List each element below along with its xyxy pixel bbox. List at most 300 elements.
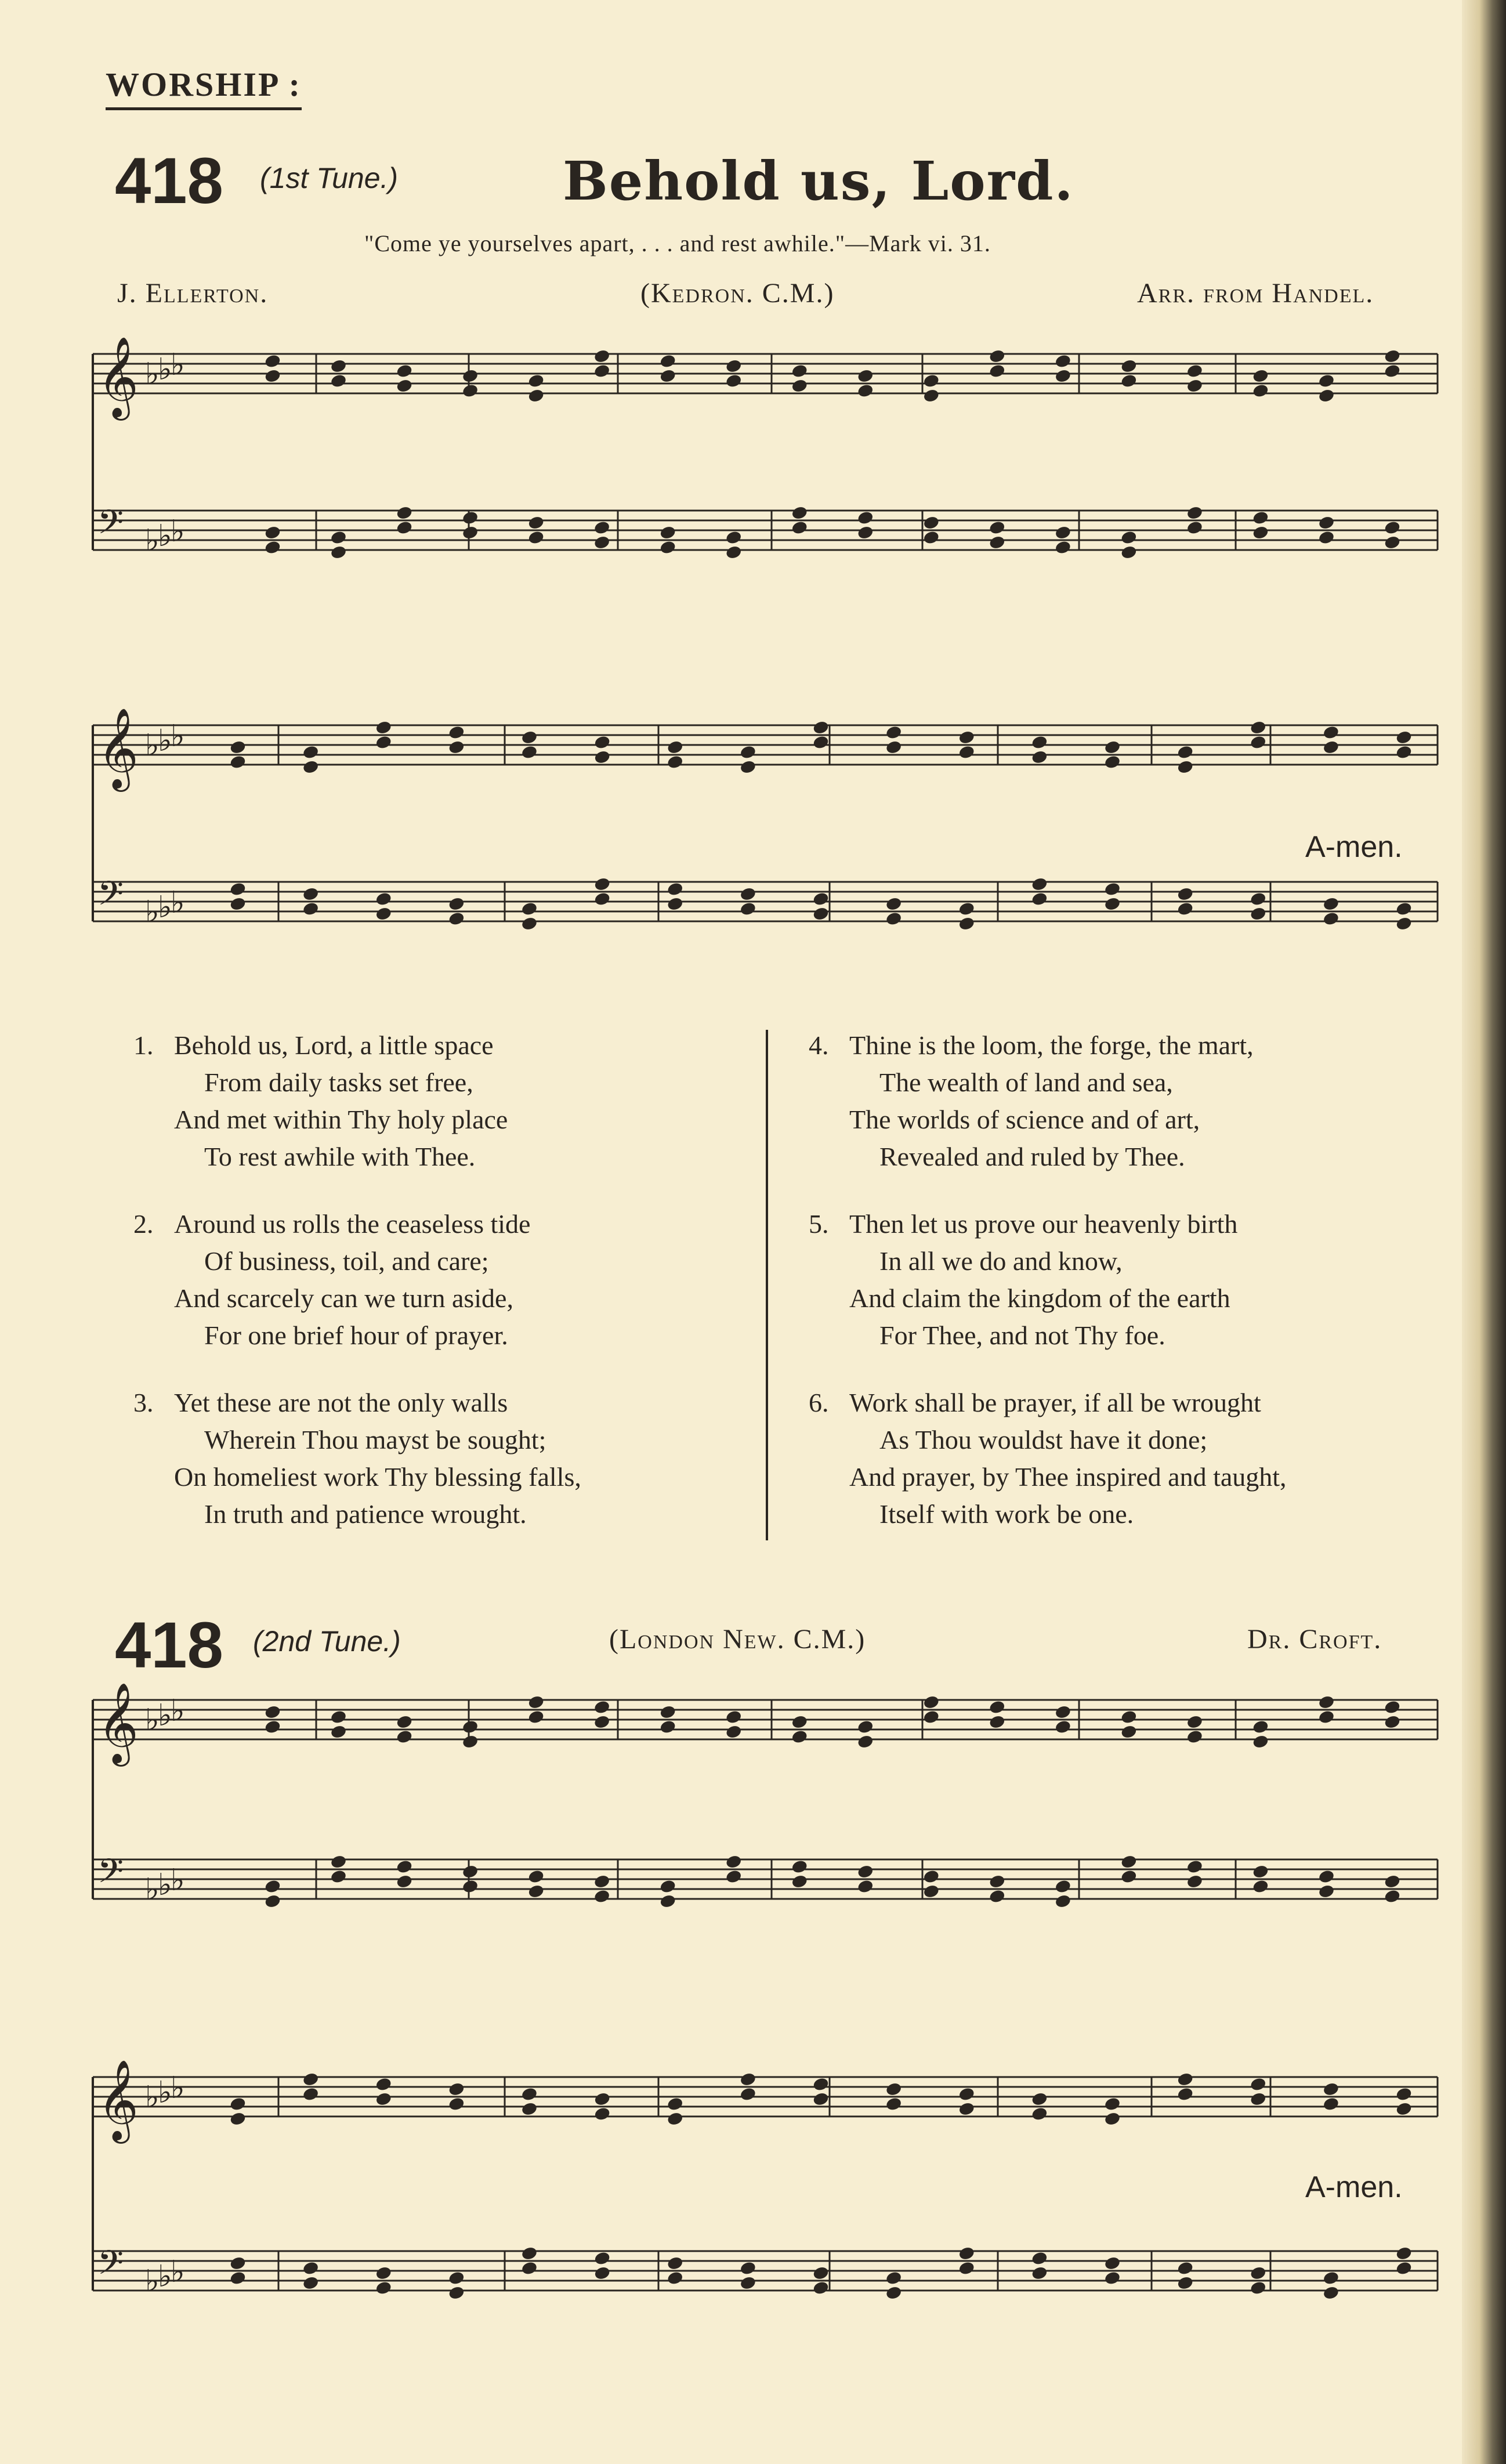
- verse: [133, 1206, 748, 1354]
- note-head: [1055, 354, 1071, 368]
- note-head: [885, 740, 902, 754]
- note-head: [302, 759, 319, 774]
- flat-sign: ♭: [158, 2259, 172, 2294]
- note-head: [1318, 1710, 1335, 1724]
- note-head: [1384, 1700, 1401, 1714]
- verse-line: And prayer, by Thee inspired and taught,: [849, 1462, 1287, 1492]
- note-head: [1323, 740, 1340, 754]
- flat-sign: ♭: [145, 1703, 160, 1738]
- flat-sign: ♭: [145, 895, 160, 929]
- note-head: [923, 388, 940, 403]
- note-head: [1177, 745, 1194, 759]
- note-head: [1104, 2097, 1121, 2111]
- note-head: [302, 2275, 319, 2290]
- note-head: [1384, 1889, 1401, 1904]
- note-head: [462, 1864, 479, 1879]
- note-head: [462, 1879, 479, 1894]
- note-head: [813, 892, 830, 906]
- note-head: [989, 1889, 1005, 1904]
- flat-sign: ♭: [171, 2071, 185, 2105]
- note-head: [725, 1869, 742, 1884]
- note-head: [740, 2087, 756, 2101]
- verse-line: Work shall be prayer, if all be wrought: [849, 1388, 1261, 1417]
- note-head: [1177, 2072, 1194, 2086]
- note-head: [1121, 1854, 1138, 1869]
- note-head: [813, 2077, 830, 2092]
- note-head: [594, 2266, 611, 2280]
- note-head: [791, 1729, 808, 1744]
- note-head: [1031, 735, 1048, 750]
- treble-clef: 𝄞: [97, 708, 139, 788]
- note-head: [885, 2082, 902, 2096]
- note-head: [448, 740, 465, 754]
- note-head: [1031, 2266, 1048, 2280]
- note-head: [330, 545, 347, 559]
- note-head: [813, 906, 830, 921]
- flat-sign: ♭: [158, 2075, 172, 2110]
- verses-left-column: [133, 1027, 748, 1563]
- note-head: [1252, 1879, 1269, 1894]
- note-head: [989, 1874, 1005, 1888]
- verse-line: The worlds of science and of art,: [849, 1105, 1200, 1134]
- note-head: [1318, 374, 1335, 388]
- note-head: [302, 887, 319, 901]
- note-head: [885, 2271, 902, 2285]
- note-head: [521, 2261, 538, 2275]
- note-head: [989, 1714, 1005, 1729]
- note-head: [396, 364, 413, 378]
- note-head: [1323, 2082, 1340, 2096]
- flat-sign: ♭: [171, 1694, 185, 1728]
- note-head: [521, 2101, 538, 2116]
- note-head: [667, 882, 683, 896]
- note-head: [857, 1720, 874, 1734]
- note-head: [1031, 892, 1048, 906]
- note-head: [593, 1714, 610, 1729]
- note-head: [1396, 2261, 1413, 2275]
- note-head: [593, 535, 610, 549]
- note-head: [1323, 2285, 1340, 2300]
- note-head: [958, 2246, 975, 2260]
- verse-number: 2.: [133, 1209, 154, 1239]
- note-head: [330, 374, 347, 388]
- note-head: [813, 2092, 830, 2106]
- column-divider: [766, 1030, 768, 1540]
- bass-clef: 𝄢: [97, 502, 124, 550]
- note-head: [265, 368, 281, 383]
- note-head: [857, 383, 874, 398]
- note-head: [230, 2097, 247, 2111]
- note-head: [1104, 2271, 1121, 2285]
- note-head: [1252, 383, 1269, 398]
- note-head: [330, 359, 347, 373]
- verse-line: And scarcely can we turn aside,: [174, 1283, 513, 1313]
- flat-sign: ♭: [145, 1872, 160, 1907]
- verse-line: Thine is the loom, the forge, the mart,: [849, 1030, 1254, 1060]
- note-head: [230, 882, 247, 896]
- note-head: [594, 877, 611, 891]
- verse-line: Revealed and ruled by Thee.: [879, 1142, 1185, 1171]
- note-head: [1252, 1864, 1269, 1879]
- note-head: [594, 2251, 611, 2266]
- note-head: [265, 1879, 281, 1894]
- note-head: [528, 374, 545, 388]
- note-head: [989, 535, 1005, 549]
- note-head: [594, 2107, 611, 2121]
- verse-line: For one brief hour of prayer.: [204, 1320, 508, 1350]
- note-head: [1177, 2275, 1194, 2290]
- note-head: [857, 1864, 874, 1879]
- note-head: [1055, 1720, 1071, 1734]
- note-head: [462, 1720, 479, 1734]
- verse-line: And met within Thy holy place: [174, 1105, 508, 1134]
- note-head: [1177, 2087, 1194, 2101]
- verse-number: 5.: [809, 1209, 829, 1239]
- note-head: [396, 520, 413, 535]
- flat-sign: ♭: [158, 1868, 172, 1902]
- note-head: [791, 1714, 808, 1729]
- note-head: [1318, 388, 1335, 403]
- note-head: [375, 735, 392, 750]
- note-head: [989, 520, 1005, 535]
- note-head: [462, 511, 479, 525]
- verse-line: And claim the kingdom of the earth: [849, 1283, 1230, 1313]
- note-head: [740, 745, 756, 759]
- note-head: [265, 1720, 281, 1734]
- flat-sign: ♭: [171, 348, 185, 382]
- note-head: [1031, 877, 1048, 891]
- hymn-number-2: 418: [115, 1609, 223, 1681]
- note-head: [1031, 2107, 1048, 2121]
- verse-line: From daily tasks set free,: [204, 1068, 473, 1097]
- note-head: [528, 388, 545, 403]
- note-head: [791, 364, 808, 378]
- note-head: [1252, 368, 1269, 383]
- note-head: [1318, 1695, 1335, 1709]
- note-head: [1318, 1869, 1335, 1884]
- tune-name-2: (London New. C.M.): [609, 1624, 866, 1655]
- verse-line: To rest awhile with Thee.: [204, 1142, 476, 1171]
- verse-number: 3.: [133, 1388, 154, 1417]
- note-head: [857, 1879, 874, 1894]
- note-head: [521, 2246, 538, 2260]
- note-head: [302, 902, 319, 916]
- note-head: [923, 1710, 940, 1724]
- note-head: [740, 2072, 756, 2086]
- amen-label-2: A-men.: [1305, 2170, 1403, 2204]
- note-head: [667, 2111, 683, 2126]
- note-head: [1252, 1734, 1269, 1749]
- flat-sign: ♭: [158, 1698, 172, 1733]
- note-head: [1250, 2092, 1266, 2106]
- note-head: [725, 545, 742, 559]
- note-head: [725, 374, 742, 388]
- note-head: [1384, 364, 1401, 378]
- note-head: [1250, 2077, 1266, 2092]
- note-head: [375, 2266, 392, 2280]
- note-head: [1104, 2111, 1121, 2126]
- verse-line: Then let us prove our heavenly birth: [849, 1209, 1238, 1239]
- verse-line: The wealth of land and sea,: [879, 1068, 1173, 1097]
- note-head: [528, 1710, 545, 1724]
- note-head: [791, 520, 808, 535]
- note-head: [725, 1710, 742, 1724]
- verse: [133, 1384, 748, 1533]
- note-head: [667, 740, 683, 754]
- flat-sign: ♭: [171, 514, 185, 549]
- note-head: [593, 364, 610, 378]
- note-head: [594, 750, 611, 764]
- note-head: [667, 2097, 683, 2111]
- note-head: [594, 892, 611, 906]
- flat-sign: ♭: [171, 1863, 185, 1898]
- verse: [133, 1027, 748, 1175]
- note-head: [1384, 349, 1401, 363]
- amen-label-1: A-men.: [1305, 830, 1403, 864]
- note-head: [791, 505, 808, 520]
- note-head: [396, 1874, 413, 1888]
- note-head: [1396, 902, 1413, 916]
- note-head: [396, 378, 413, 393]
- note-head: [740, 887, 756, 901]
- note-head: [885, 725, 902, 740]
- treble-clef: 𝄞: [97, 1683, 139, 1763]
- flat-sign: ♭: [158, 890, 172, 925]
- note-head: [923, 1695, 940, 1709]
- note-head: [230, 2111, 247, 2126]
- note-head: [660, 368, 676, 383]
- flat-sign: ♭: [158, 723, 172, 758]
- note-head: [521, 2087, 538, 2101]
- note-head: [923, 1869, 940, 1884]
- note-head: [230, 2271, 247, 2285]
- epigraph: "Come ye yourselves apart, . . . and rest awhile."—Mark vi. 31.: [364, 230, 991, 256]
- note-head: [958, 745, 975, 759]
- verse-number: 4.: [809, 1030, 829, 1060]
- note-head: [448, 911, 465, 926]
- note-head: [740, 759, 756, 774]
- note-head: [1121, 359, 1138, 373]
- note-head: [1055, 540, 1071, 555]
- note-head: [958, 2087, 975, 2101]
- bass-clef: 𝄢: [97, 874, 124, 921]
- note-head: [593, 349, 610, 363]
- note-head: [1250, 2266, 1266, 2280]
- note-head: [1121, 1724, 1138, 1739]
- note-head: [667, 755, 683, 769]
- note-head: [521, 745, 538, 759]
- note-head: [521, 916, 538, 931]
- note-head: [448, 2285, 465, 2300]
- note-head: [1121, 1710, 1138, 1724]
- note-head: [528, 1884, 545, 1898]
- note-head: [528, 1869, 545, 1884]
- note-head: [462, 368, 479, 383]
- note-head: [265, 540, 281, 555]
- note-head: [1384, 1874, 1401, 1888]
- note-head: [230, 755, 247, 769]
- note-head: [813, 720, 830, 735]
- note-head: [923, 374, 940, 388]
- note-head: [1104, 882, 1121, 896]
- note-head: [660, 1879, 676, 1894]
- note-head: [1186, 1874, 1203, 1888]
- note-head: [1177, 2261, 1194, 2275]
- note-head: [448, 2097, 465, 2111]
- note-head: [375, 2092, 392, 2106]
- note-head: [857, 511, 874, 525]
- note-head: [989, 349, 1005, 363]
- note-head: [265, 525, 281, 540]
- note-head: [1318, 530, 1335, 545]
- note-head: [330, 1869, 347, 1884]
- note-head: [1384, 1714, 1401, 1729]
- note-head: [1186, 1729, 1203, 1744]
- note-head: [885, 911, 902, 926]
- flat-sign: ♭: [171, 2255, 185, 2289]
- arranger-credit: Arr. from Handel.: [1137, 278, 1374, 309]
- note-head: [593, 1700, 610, 1714]
- note-head: [302, 2072, 319, 2086]
- note-head: [1104, 2256, 1121, 2270]
- note-head: [740, 2275, 756, 2290]
- note-head: [725, 359, 742, 373]
- note-head: [1396, 2246, 1413, 2260]
- note-head: [1384, 535, 1401, 549]
- note-head: [1121, 545, 1138, 559]
- note-head: [302, 2261, 319, 2275]
- note-head: [1121, 1869, 1138, 1884]
- note-head: [813, 735, 830, 750]
- note-head: [667, 2256, 683, 2270]
- note-head: [1250, 735, 1266, 750]
- note-head: [1396, 745, 1413, 759]
- note-head: [1186, 364, 1203, 378]
- note-head: [1252, 525, 1269, 540]
- note-head: [1323, 911, 1340, 926]
- bass-clef: 𝄢: [97, 1851, 124, 1899]
- verses-right-column: [809, 1027, 1435, 1563]
- note-head: [1323, 2271, 1340, 2285]
- note-head: [958, 730, 975, 744]
- note-head: [1177, 887, 1194, 901]
- note-head: [1186, 1859, 1203, 1874]
- note-head: [1186, 520, 1203, 535]
- note-head: [1104, 740, 1121, 754]
- note-head: [885, 2097, 902, 2111]
- note-head: [1031, 2092, 1048, 2106]
- note-head: [1250, 720, 1266, 735]
- verse: [809, 1027, 1435, 1175]
- note-head: [1186, 378, 1203, 393]
- note-head: [462, 525, 479, 540]
- verse-line: Behold us, Lord, a little space: [174, 1030, 494, 1060]
- note-head: [396, 1729, 413, 1744]
- note-head: [265, 1894, 281, 1908]
- note-head: [660, 1720, 676, 1734]
- note-head: [660, 540, 676, 555]
- note-head: [1121, 374, 1138, 388]
- note-head: [813, 2266, 830, 2280]
- note-head: [462, 1734, 479, 1749]
- note-head: [1177, 902, 1194, 916]
- note-head: [375, 2077, 392, 2092]
- note-head: [593, 520, 610, 535]
- note-head: [330, 1710, 347, 1724]
- note-head: [1318, 1884, 1335, 1898]
- note-head: [396, 1714, 413, 1729]
- verse-line: Yet these are not the only walls: [174, 1388, 508, 1417]
- note-head: [958, 902, 975, 916]
- note-head: [958, 2101, 975, 2116]
- note-head: [302, 2087, 319, 2101]
- treble-clef: 𝄞: [97, 337, 139, 417]
- note-head: [725, 1724, 742, 1739]
- note-head: [1055, 368, 1071, 383]
- note-head: [1055, 1894, 1071, 1908]
- note-head: [1323, 2097, 1340, 2111]
- note-head: [885, 2285, 902, 2300]
- note-head: [1323, 725, 1340, 740]
- hymn-number: 418: [115, 144, 223, 217]
- note-head: [230, 896, 247, 911]
- verse-line: Itself with work be one.: [879, 1499, 1134, 1529]
- note-head: [1055, 1879, 1071, 1894]
- verse-line: For Thee, and not Thy foe.: [879, 1320, 1165, 1350]
- tune-name: (Kedron. C.M.): [640, 278, 835, 309]
- note-head: [1031, 750, 1048, 764]
- note-head: [375, 892, 392, 906]
- note-head: [791, 1874, 808, 1888]
- note-head: [660, 1894, 676, 1908]
- note-head: [958, 916, 975, 931]
- verse: [809, 1206, 1435, 1354]
- note-head: [265, 1705, 281, 1719]
- note-head: [667, 896, 683, 911]
- note-head: [1055, 1705, 1071, 1719]
- composer-credit: Dr. Croft.: [1247, 1624, 1382, 1655]
- note-head: [396, 1859, 413, 1874]
- flat-sign: ♭: [145, 357, 160, 392]
- note-head: [1186, 505, 1203, 520]
- note-head: [1396, 730, 1413, 744]
- note-head: [594, 735, 611, 750]
- note-head: [923, 530, 940, 545]
- note-head: [594, 2092, 611, 2106]
- verse-line: In truth and patience wrought.: [204, 1499, 527, 1529]
- note-head: [448, 2271, 465, 2285]
- note-head: [375, 720, 392, 735]
- note-head: [1396, 916, 1413, 931]
- verse-line: Of business, toil, and care;: [204, 1246, 489, 1276]
- note-head: [989, 364, 1005, 378]
- note-head: [528, 515, 545, 530]
- note-head: [1104, 755, 1121, 769]
- flat-sign: ♭: [158, 519, 172, 553]
- verse-line: Around us rolls the ceaseless tide: [174, 1209, 531, 1239]
- note-head: [813, 2281, 830, 2295]
- note-head: [857, 525, 874, 540]
- verse: [809, 1384, 1435, 1533]
- flat-sign: ♭: [171, 719, 185, 754]
- note-head: [1384, 520, 1401, 535]
- note-head: [230, 740, 247, 754]
- note-head: [791, 1859, 808, 1874]
- note-head: [448, 725, 465, 740]
- note-head: [725, 1854, 742, 1869]
- flat-sign: ♭: [145, 2080, 160, 2115]
- verse-number: 6.: [809, 1388, 829, 1417]
